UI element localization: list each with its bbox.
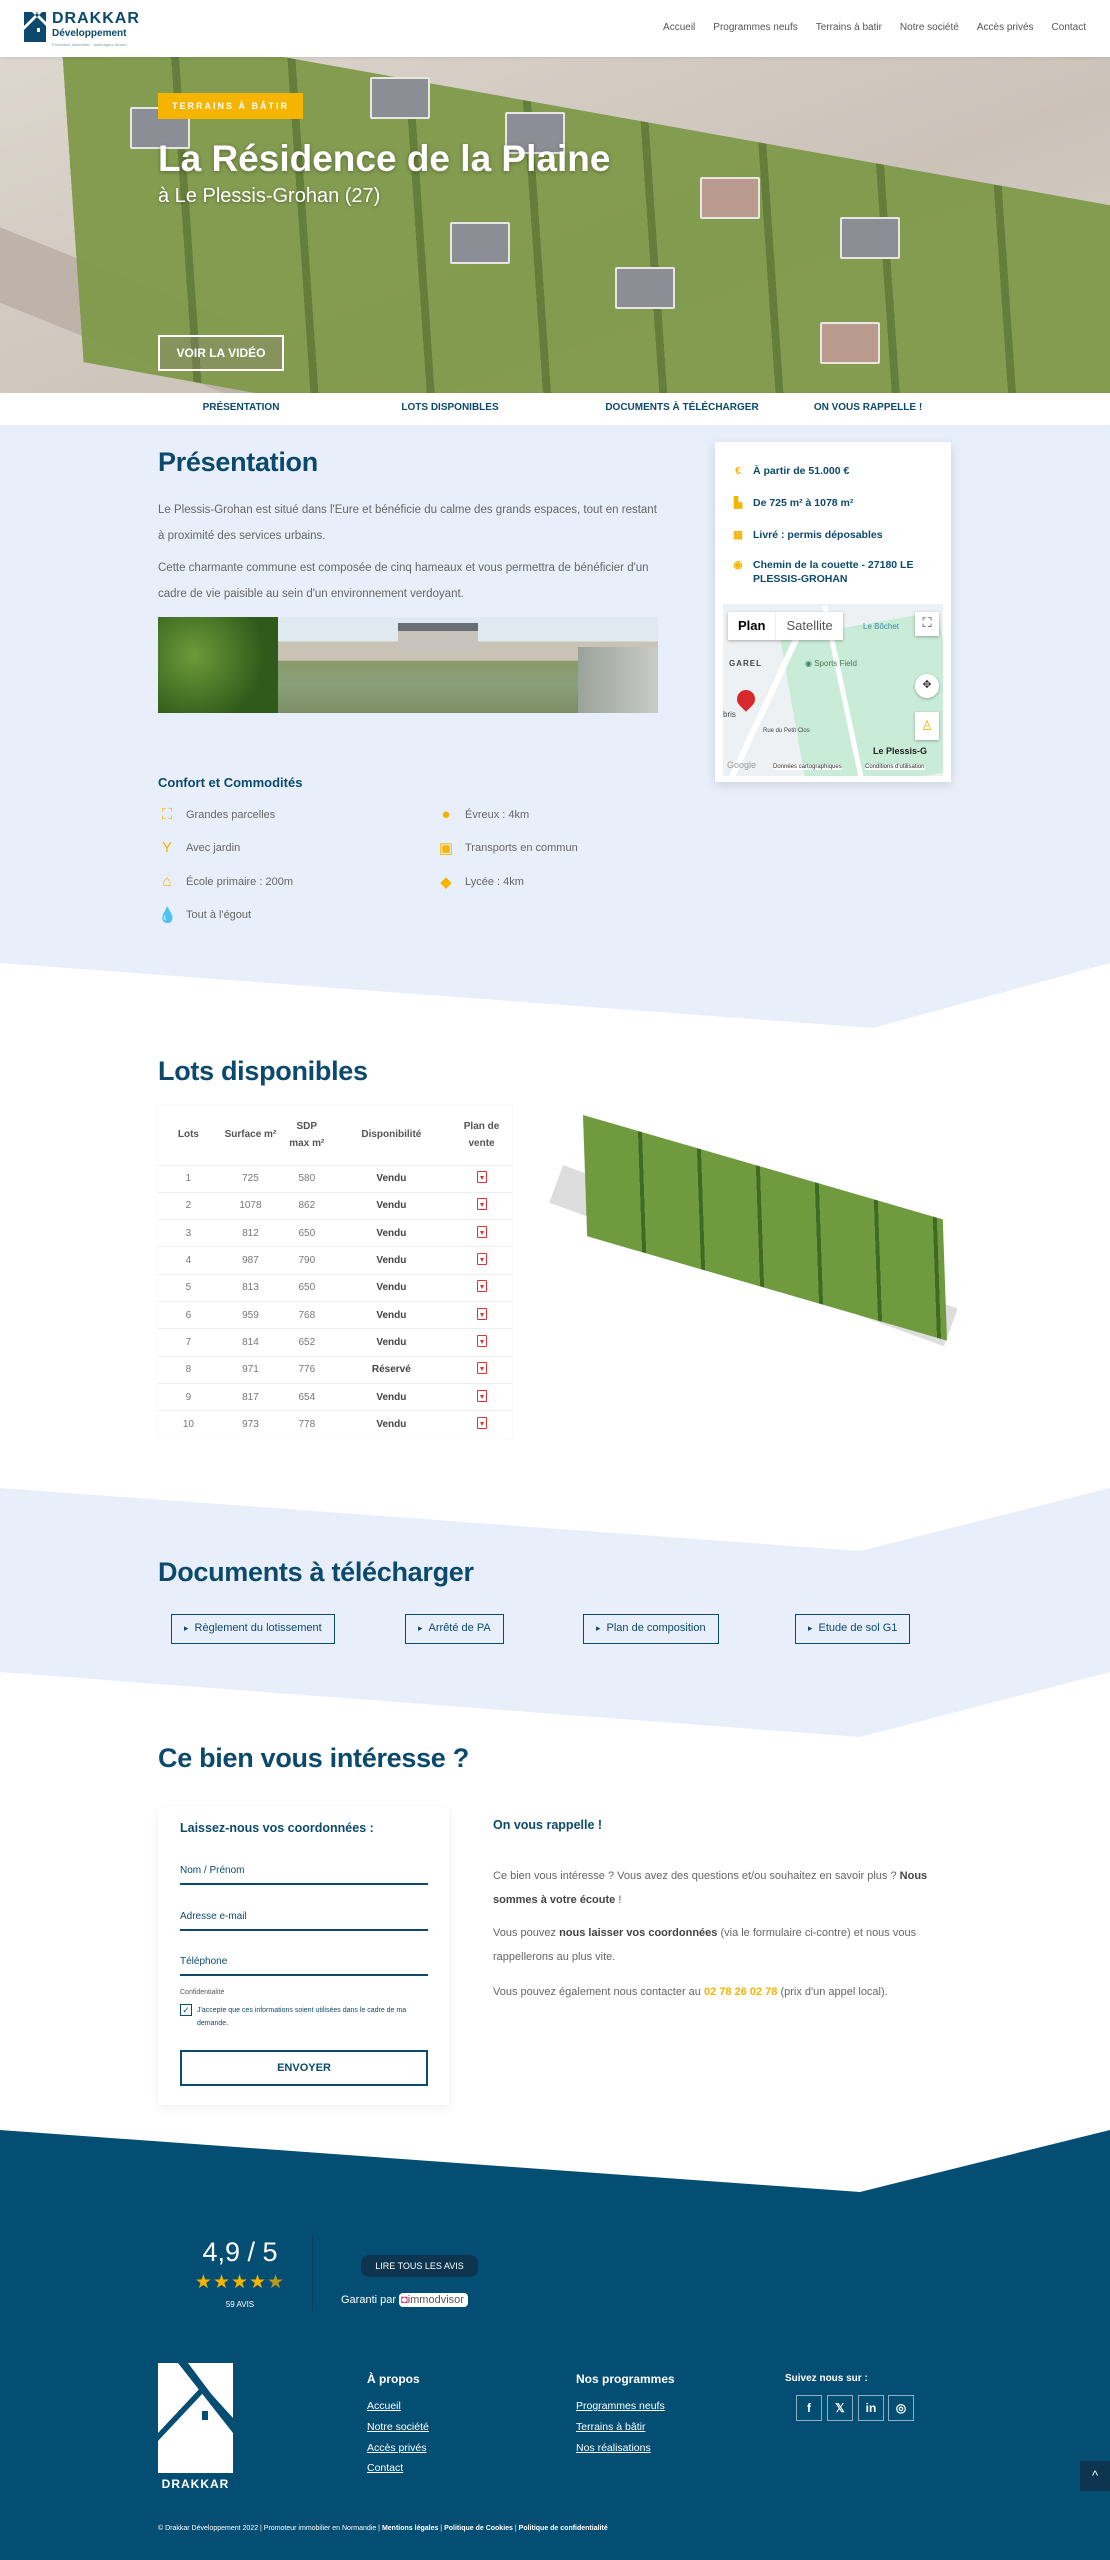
lot-surface: 959 [219, 1301, 282, 1328]
drakkar-logo-icon [158, 2363, 233, 2473]
subnav-presentation[interactable]: PRÉSENTATION [202, 402, 280, 413]
immodvisor-text: immodvisor [407, 2294, 464, 2306]
text: (prix d'un appel local). [777, 1986, 888, 1998]
cookie-policy-link[interactable]: Politique de Cookies [444, 2525, 513, 2532]
sales-plan-cell [451, 1274, 512, 1301]
text: Vous pouvez [493, 1927, 560, 1939]
calendar-icon: ▦ [733, 529, 743, 541]
lot-surface: 817 [219, 1383, 282, 1410]
pdf-download-icon[interactable] [477, 1280, 487, 1292]
linkedin-icon[interactable]: in [858, 2395, 884, 2421]
surface-info [731, 496, 941, 510]
nav-programmes-neufs[interactable]: Programmes neufs [713, 22, 798, 33]
google-map[interactable] [723, 604, 943, 776]
delivery-text: Livré : permis déposables [753, 529, 883, 541]
house-image [820, 322, 880, 364]
download-arrete-button[interactable]: ▸ Arrêté de PA [405, 1614, 504, 1644]
house-image [840, 217, 900, 259]
text-bold: nous laisser vos coordonnées [559, 1927, 718, 1939]
lot-availability: Vendu [332, 1165, 452, 1192]
bus-icon: ▣ [438, 840, 454, 857]
category-tag: TERRAINS À BÂTIR [158, 93, 303, 119]
rating-stars-icon: ★★★★★ [194, 2272, 286, 2293]
lot-number: 6 [158, 1301, 219, 1328]
column-header: Plan de vente [463, 1120, 500, 1149]
amenity-label: Transports en commun [465, 842, 578, 854]
divider [312, 2236, 313, 2311]
park-pin-icon: ◉ [805, 659, 812, 668]
lot-surface: 971 [219, 1356, 282, 1383]
footer-link-acces[interactable]: Accès privés [367, 2442, 427, 2454]
amenity-item [158, 906, 251, 924]
sales-plan-cell [451, 1220, 512, 1247]
logo-name: DRAKKAR [52, 10, 140, 27]
sales-plan-cell [451, 1192, 512, 1219]
lot-number: 10 [158, 1411, 219, 1438]
lot-number: 8 [158, 1356, 219, 1383]
table-row [158, 1274, 512, 1301]
contact-form [158, 1807, 449, 2105]
pdf-download-icon[interactable] [477, 1417, 487, 1429]
amenity-item [158, 806, 275, 823]
amenity-label: Lycée : 4km [465, 876, 524, 888]
table-header-row [158, 1105, 512, 1165]
house-image [450, 222, 510, 264]
lot-number: 3 [158, 1220, 219, 1247]
download-plan-composition-button[interactable]: ▸ Plan de composition [583, 1614, 719, 1644]
nav-accueil[interactable]: Accueil [663, 22, 696, 33]
column-header: SDP max m² [289, 1120, 325, 1149]
street-view-pegman-icon[interactable]: ♙ [915, 712, 939, 740]
subnav-lots[interactable]: LOTS DISPONIBLES [401, 402, 499, 413]
about-title: À propos [367, 2372, 420, 2386]
pdf-download-icon[interactable] [477, 1253, 487, 1265]
map-label: GAREL [729, 659, 762, 668]
lot-sdp: 654 [282, 1383, 332, 1410]
amenity-label: Grandes parcelles [186, 808, 276, 821]
sales-plan-cell [451, 1247, 512, 1274]
read-all-reviews-button[interactable]: LIRE TOUS LES AVIS [361, 2255, 478, 2277]
map-data-link[interactable]: Données cartographiques [773, 764, 842, 770]
pdf-download-icon[interactable] [477, 1198, 487, 1210]
documents-section [0, 1488, 1110, 1738]
logo-tagline: Promoteur immobilier · aménageur foncier [52, 42, 127, 47]
pdf-download-icon[interactable] [477, 1390, 487, 1402]
sales-plan-cell [451, 1411, 512, 1438]
submit-button[interactable]: ENVOYER [180, 2050, 428, 2086]
lot-number: 7 [158, 1329, 219, 1356]
expand-icon: ⛶ [161, 806, 173, 823]
amenity-label: Évreux : 4km [465, 808, 530, 821]
rating-score: 4,9 / 5 [202, 2237, 278, 2267]
callback-paragraph [493, 1921, 973, 1969]
amenity-label: Tout à l'égout [186, 909, 252, 921]
map-pan-control-icon[interactable]: ✥ [915, 674, 939, 698]
email-input[interactable]: Adresse e-mail [180, 1907, 428, 1931]
program-info-card [715, 442, 951, 782]
lot-number: 2 [158, 1192, 219, 1219]
sales-plan-cell [451, 1383, 512, 1410]
table-row [158, 1383, 512, 1410]
hero-banner [0, 57, 1110, 393]
school-icon: ⌂ [162, 873, 172, 890]
address-info [731, 558, 941, 586]
text: Vous pouvez également nous contacter au [493, 1986, 704, 1998]
lot-sdp: 650 [282, 1274, 332, 1301]
pdf-download-icon[interactable] [477, 1335, 487, 1347]
footer-link-terrains[interactable]: Terrains à bâtir [576, 2421, 646, 2433]
lot-number: 9 [158, 1383, 219, 1410]
nav-contact[interactable]: Contact [1051, 22, 1086, 33]
text-bold: Nous sommes à votre écoute [493, 1870, 928, 1906]
table-row [158, 1301, 512, 1328]
hero-subtitle: à Le Plessis-Grohan (27) [158, 185, 381, 207]
map-label: Le Plessis-G [873, 746, 928, 756]
consent-label: Confidentialité [180, 1989, 225, 1996]
immodvisor-icon: ◘ [401, 2294, 408, 2306]
google-logo: Google [727, 760, 757, 770]
programs-title: Nos programmes [576, 2372, 675, 2386]
callback-paragraph [493, 1980, 1013, 2004]
sales-plan-cell [451, 1356, 512, 1383]
lot-sdp: 650 [282, 1220, 332, 1247]
map-type-toggle [728, 612, 843, 640]
lots-title: Lots disponibles [158, 1056, 368, 1086]
footer-logo-name: DRAKKAR [161, 2477, 230, 2491]
column-header: Surface m² [224, 1129, 277, 1141]
lot-surface: 812 [219, 1220, 282, 1247]
map-label: bris [723, 710, 736, 719]
text: Ce bien vous intéresse ? Vous avez des questions et/ou souhaitez en savoir plus ? [493, 1870, 897, 1882]
lot-availability: Vendu [332, 1247, 452, 1274]
table-row [158, 1329, 512, 1356]
lot-number: 4 [158, 1247, 219, 1274]
subnav-documents[interactable]: DOCUMENTS À TÉLÉCHARGER [605, 402, 759, 413]
amenity-item [158, 873, 293, 890]
lot-sdp: 778 [282, 1411, 332, 1438]
lot-availability: Vendu [332, 1274, 452, 1301]
house-image [700, 177, 760, 219]
sales-plan-cell [451, 1329, 512, 1356]
copyright: © Drakkar Développement 2022 | Promoteur immobilier en Normandie | Mentions légales | Politique de Cookies | Politique de confidentialité [158, 2525, 608, 2532]
callback-paragraph [493, 1864, 973, 1912]
lot-surface: 973 [219, 1411, 282, 1438]
map-pin-icon: ● [441, 806, 451, 823]
follow-title: Suivez nous sur : [785, 2373, 868, 2384]
price-text: À partir de 51.000 € [753, 465, 850, 477]
house-image [370, 77, 430, 119]
village-pond-image [158, 617, 658, 713]
pdf-download-icon[interactable] [477, 1308, 487, 1320]
lot-surface: 813 [219, 1274, 282, 1301]
lots-aerial-plan-image [563, 1105, 953, 1295]
footer-link-contact[interactable]: Contact [367, 2462, 404, 2474]
lot-sdp: 776 [282, 1356, 332, 1383]
lot-surface: 987 [219, 1247, 282, 1274]
map-plan-tab[interactable]: Plan [738, 618, 766, 633]
table-row [158, 1192, 512, 1219]
lot-availability: Vendu [332, 1220, 452, 1247]
amenity-item [158, 839, 240, 856]
download-reglement-button[interactable]: ▸ Règlement du lotissement [171, 1614, 335, 1644]
location-pin-icon: ◉ [733, 559, 743, 571]
hero-title: La Résidence de la Plaine [158, 138, 611, 179]
download-etude-sol-button[interactable]: ▸ Etude de sol G1 [795, 1614, 910, 1644]
nav-notre-societe[interactable]: Notre société [899, 22, 959, 33]
footer-link-realisations[interactable]: Nos réalisations [576, 2442, 651, 2454]
surface-text: De 725 m² à 1078 m² [753, 497, 854, 509]
text: ! [615, 1894, 622, 1906]
site-header [0, 0, 1110, 57]
amenity-label: École primaire : 200m [186, 875, 293, 888]
lot-sdp: 580 [282, 1165, 332, 1192]
phone-input[interactable]: Téléphone [180, 1952, 428, 1976]
sales-plan-cell [451, 1301, 512, 1328]
logo-mark-icon [24, 12, 46, 42]
review-count: 59 AVIS [225, 2300, 255, 2309]
sprout-icon: Y [161, 839, 172, 856]
instagram-icon[interactable]: ◎ [888, 2395, 914, 2421]
lot-availability: Vendu [332, 1411, 452, 1438]
consent-row [180, 2004, 430, 2030]
guarantee-text: Garanti par [341, 2294, 397, 2306]
map-terms-link[interactable]: Conditions d'utilisation [865, 764, 925, 770]
lot-availability: Vendu [332, 1383, 452, 1410]
main-nav [663, 22, 1086, 33]
lots-table [158, 1105, 512, 1438]
lot-availability: Vendu [332, 1192, 452, 1219]
map-label [805, 659, 857, 668]
contact-title: Ce bien vous intéresse ? [158, 1743, 469, 1773]
facebook-icon[interactable]: f [796, 2395, 822, 2421]
phone-link[interactable]: 02 78 26 02 78 [703, 1986, 778, 1998]
privacy-policy-link[interactable]: Politique de confidentialité [518, 2525, 608, 2532]
footer-link-programmes[interactable]: Programmes neufs [576, 2400, 665, 2412]
consent-text: J'accepte que ces informations soient utilisées dans le cadre de ma demande. [197, 2007, 407, 2027]
site-footer [0, 2130, 1110, 2560]
lot-number: 1 [158, 1165, 219, 1192]
documents-title: Documents à télécharger [158, 1557, 474, 1587]
sports-field-label: Sports Field [814, 659, 857, 668]
footer-link-accueil[interactable]: Accueil [367, 2400, 401, 2412]
pdf-download-icon[interactable] [477, 1362, 487, 1374]
copyright-text: © Drakkar Développement 2022 | Promoteur immobilier en Normandie | [158, 2525, 382, 2532]
amenity-item [437, 873, 524, 891]
graduation-cap-icon: ◆ [440, 874, 452, 891]
consent-checkbox[interactable]: ✓ [180, 2004, 192, 2016]
lot-surface: 1078 [219, 1192, 282, 1219]
sales-plan-cell [451, 1165, 512, 1192]
price-info [731, 464, 941, 478]
amenity-item [437, 806, 529, 823]
subnav-callback[interactable]: ON VOUS RAPPELLE ! [813, 402, 923, 413]
amenities-title: Confort et Commodités [158, 775, 303, 790]
lot-surface: 814 [219, 1329, 282, 1356]
table-row [158, 1165, 512, 1192]
pdf-download-icon[interactable] [477, 1171, 487, 1183]
amenity-item [437, 839, 578, 857]
house-image [615, 267, 675, 309]
lot-availability: Vendu [332, 1329, 452, 1356]
callback-title: On vous rappelle ! [493, 1818, 603, 1832]
lot-number: 5 [158, 1274, 219, 1301]
x-twitter-icon[interactable]: 𝕏 [827, 2395, 853, 2421]
table-row [158, 1247, 512, 1274]
lot-sdp: 652 [282, 1329, 332, 1356]
column-header: Disponibilité [361, 1129, 422, 1141]
watch-video-button[interactable]: VOIR LA VIDÉO [158, 335, 284, 371]
presentation-paragraph: Cette charmante commune est composée de cinq hameaux et vous permettra de bénéficier d'un cadre de vie paisible au sein d'un environnement verdoyant. [158, 562, 649, 600]
amenity-label: Avec jardin [186, 841, 241, 854]
legal-notice-link[interactable]: Mentions légales [381, 2525, 439, 2532]
nav-acces-prives[interactable]: Accès privés [976, 22, 1034, 33]
presentation-title: Présentation [158, 447, 318, 477]
fullscreen-icon[interactable]: ⛶ [915, 612, 939, 636]
map-satellite-tab[interactable]: Satellite [775, 612, 842, 640]
table-row [158, 1411, 512, 1438]
map-label: Le Bôchet [863, 622, 900, 631]
section-nav [0, 393, 1110, 425]
text: (via le formulaire ci-contre) et nous vous rappellerons au plus vite. [493, 1927, 917, 1963]
nav-terrains-a-batir[interactable]: Terrains à batir [815, 22, 882, 33]
lot-sdp: 862 [282, 1192, 332, 1219]
delivery-info [731, 528, 941, 542]
location-marker-icon[interactable] [733, 686, 758, 711]
pdf-download-icon[interactable] [477, 1226, 487, 1238]
logo-sub: Développement [52, 28, 127, 39]
form-title: Laissez-nous vos coordonnées : [180, 1821, 374, 1835]
lot-surface: 725 [219, 1165, 282, 1192]
footer-link-societe[interactable]: Notre société [367, 2421, 429, 2433]
lot-sdp: 768 [282, 1301, 332, 1328]
guarantee [341, 2293, 468, 2307]
presentation-paragraph: Le Plessis-Grohan est situé dans l'Eure et bénéficie du calme des grands espaces, tout en restant à proximité des services urbains. [158, 504, 657, 542]
logo[interactable] [24, 10, 154, 48]
back-to-top-button[interactable]: ^ [1080, 2461, 1110, 2491]
table-row [158, 1220, 512, 1247]
map-label: Rue du Petit Clos [763, 728, 810, 734]
lot-availability: Réservé [332, 1356, 452, 1383]
drop-icon: 💧 [158, 907, 177, 924]
footer-logo[interactable] [158, 2363, 233, 2493]
name-input[interactable]: Nom / Prénom [180, 1861, 428, 1885]
column-header: Lots [177, 1129, 199, 1141]
lot-availability: Vendu [332, 1301, 452, 1328]
ruler-icon: ▙ [733, 497, 743, 509]
address-text: Chemin de la couette - 27180 LE PLESSIS-GROHAN [753, 559, 914, 585]
immodvisor-logo[interactable] [399, 2293, 468, 2307]
lot-sdp: 790 [282, 1247, 332, 1274]
euro-icon: € [735, 465, 741, 477]
table-row [158, 1356, 512, 1383]
